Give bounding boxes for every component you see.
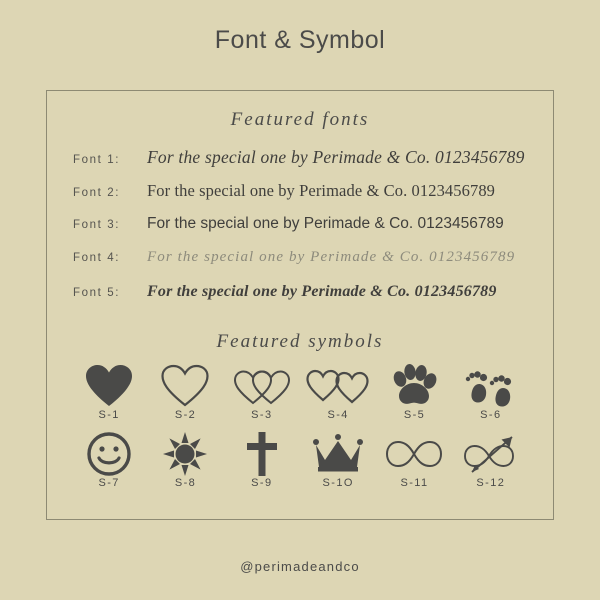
featured-fonts-list bbox=[47, 147, 553, 317]
featured-symbols-grid bbox=[47, 365, 553, 499]
symbol-code: S-12 bbox=[476, 477, 506, 489]
symbol-item bbox=[453, 433, 529, 499]
font-label: Font 2: bbox=[73, 187, 120, 199]
crown-icon bbox=[312, 433, 364, 475]
symbol-code: S-4 bbox=[327, 409, 349, 421]
font-row bbox=[73, 181, 531, 215]
page-title: Font & Symbol bbox=[214, 26, 386, 54]
symbol-item bbox=[224, 365, 300, 431]
font-sample: For the special one by Perimade & Co. 0123456789 bbox=[147, 283, 497, 300]
symbol-code: S-1O bbox=[322, 477, 354, 489]
infinity-arrow-icon bbox=[462, 433, 520, 475]
content-frame bbox=[46, 90, 554, 520]
font-sample: For the special one by Perimade & Co. 0123456789 bbox=[147, 215, 504, 232]
symbol-code: S-5 bbox=[403, 409, 426, 421]
symbol-item bbox=[300, 433, 376, 499]
symbol-item bbox=[147, 365, 223, 431]
font-label: Font 4: bbox=[73, 252, 120, 264]
font-label: Font 3: bbox=[73, 219, 120, 231]
paw-print-icon bbox=[390, 365, 438, 407]
two-hearts-icon bbox=[306, 365, 370, 407]
symbol-code: S-8 bbox=[174, 477, 197, 489]
sun-icon bbox=[162, 433, 208, 475]
baby-feet-icon bbox=[465, 365, 517, 407]
font-label: Font 1: bbox=[73, 154, 120, 166]
symbol-code: S-7 bbox=[98, 477, 120, 489]
featured-symbols-heading: Featured symbols bbox=[216, 331, 384, 352]
symbol-code: S-6 bbox=[480, 409, 502, 421]
symbol-code: S-1 bbox=[98, 409, 120, 421]
double-hearts-icon bbox=[231, 365, 293, 407]
symbol-item bbox=[147, 433, 223, 499]
symbol-code: S-3 bbox=[251, 409, 273, 421]
symbol-code: S-11 bbox=[400, 477, 429, 489]
symbol-code: S-2 bbox=[174, 409, 197, 421]
font-row bbox=[73, 215, 531, 249]
symbol-code: S-9 bbox=[251, 477, 273, 489]
symbol-item bbox=[300, 365, 376, 431]
font-label: Font 5: bbox=[73, 287, 120, 299]
symbol-item bbox=[71, 433, 147, 499]
featured-fonts-heading: Featured fonts bbox=[230, 109, 370, 130]
heart-outline-icon bbox=[160, 365, 210, 407]
symbol-item bbox=[376, 365, 452, 431]
symbol-item bbox=[376, 433, 452, 499]
cross-icon bbox=[245, 433, 279, 475]
font-row bbox=[73, 147, 531, 181]
symbol-item bbox=[224, 433, 300, 499]
brand-handle: @perimadeandco bbox=[240, 559, 360, 574]
infinity-icon bbox=[385, 433, 443, 475]
smiley-face-icon bbox=[86, 433, 132, 475]
symbol-item bbox=[71, 365, 147, 431]
font-sample: For the special one by Perimade & Co. 0123456789 bbox=[147, 249, 516, 265]
font-sample: For the special one by Perimade & Co. 0123456789 bbox=[147, 147, 525, 167]
symbol-item bbox=[453, 365, 529, 431]
font-row bbox=[73, 283, 531, 317]
font-row bbox=[73, 249, 531, 283]
font-sample: For the special one by Perimade & Co. 0123456789 bbox=[147, 181, 496, 200]
heart-filled-icon bbox=[84, 365, 134, 407]
